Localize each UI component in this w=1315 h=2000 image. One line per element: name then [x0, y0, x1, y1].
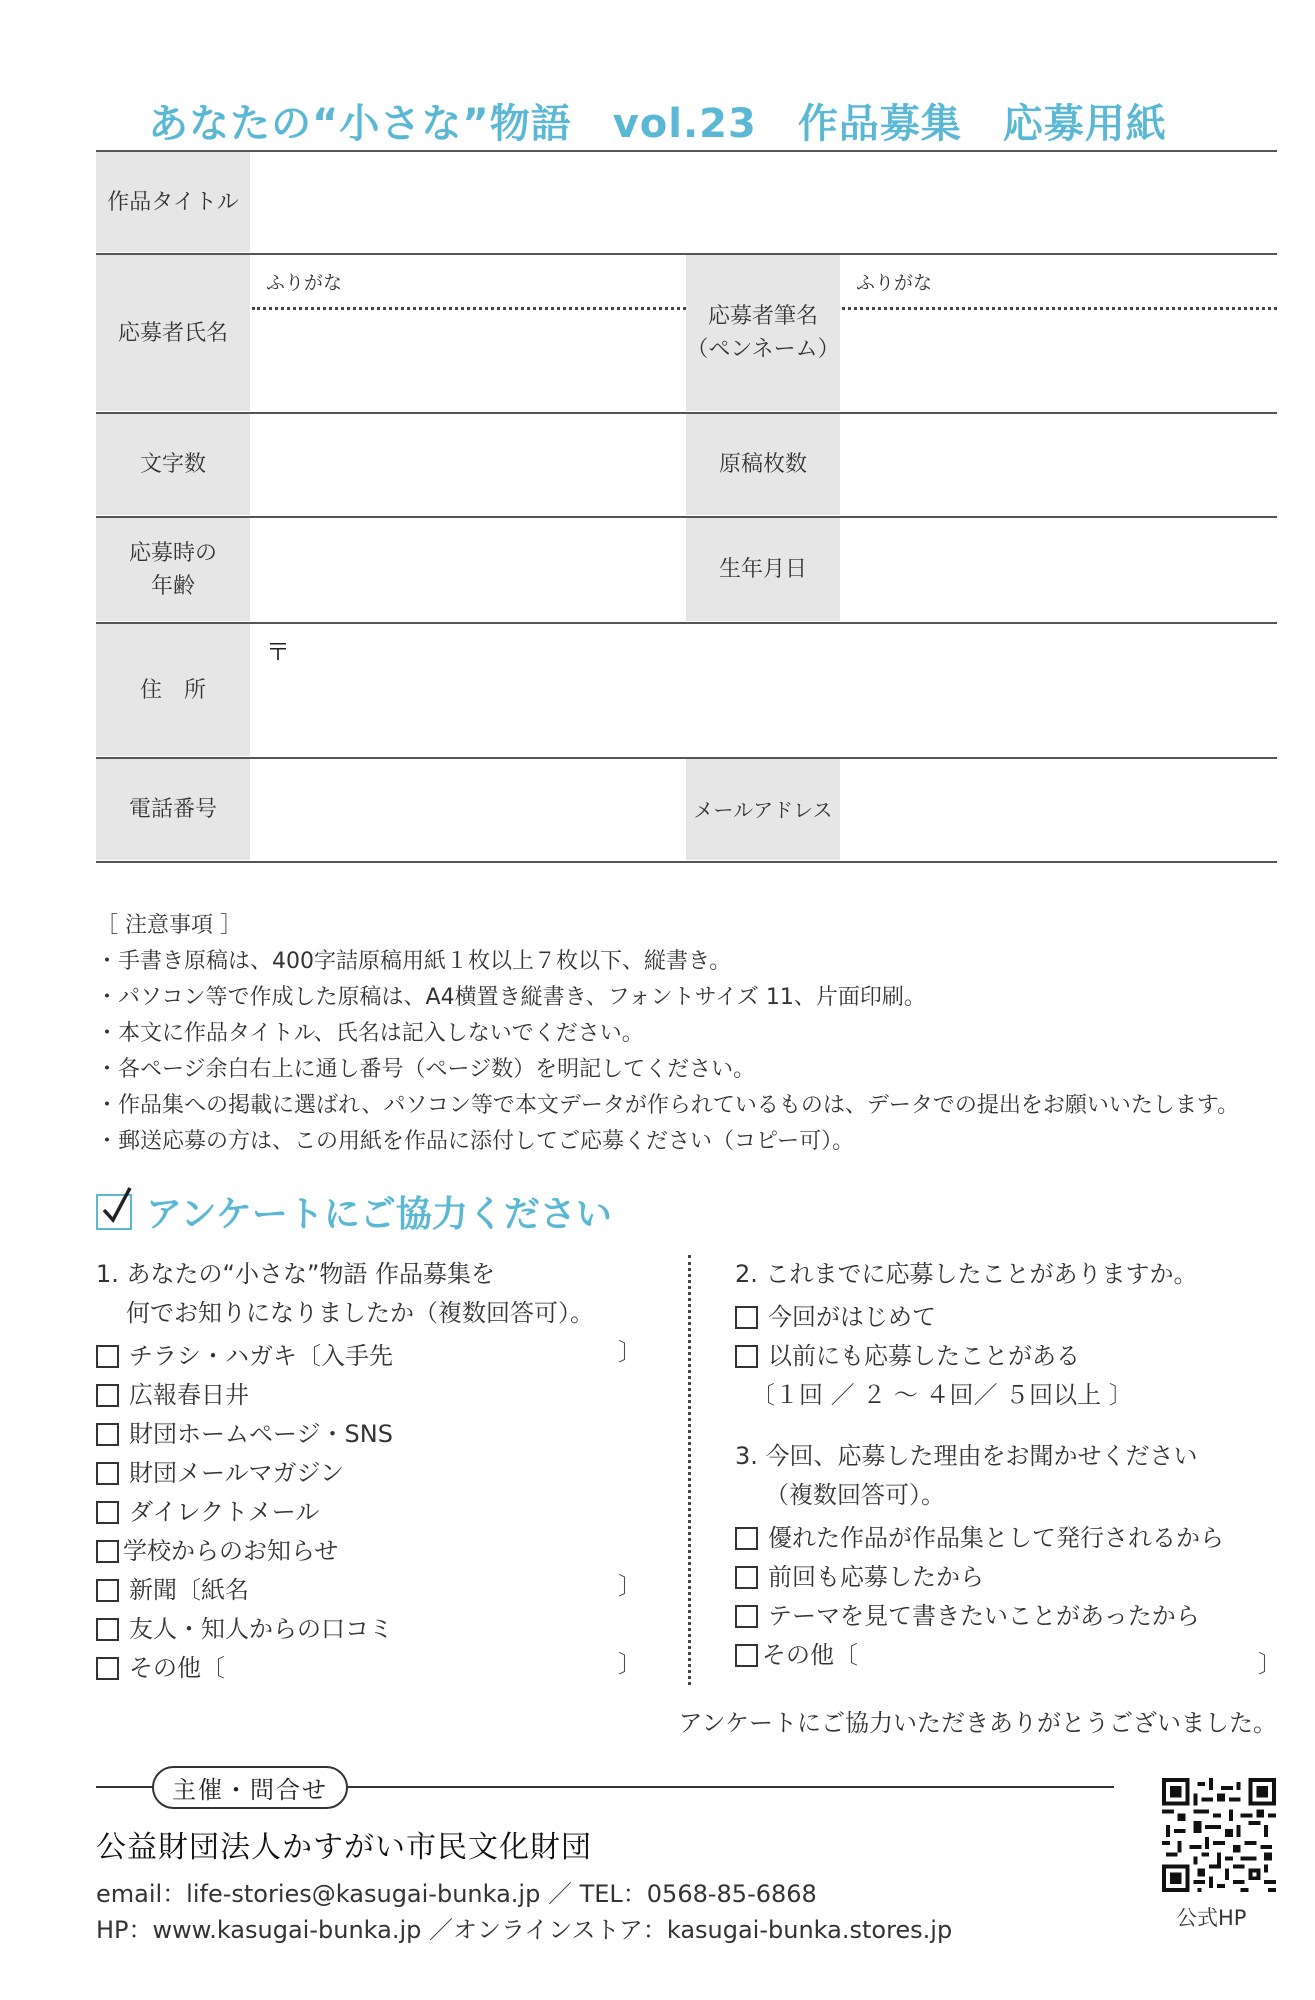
organizer-label: 主催・問合せ — [152, 1766, 348, 1809]
label-applicant-name: 応募者氏名 — [96, 255, 250, 411]
survey-heading-text: アンケートにご協力ください — [146, 1194, 612, 1235]
checkbox[interactable] — [735, 1644, 758, 1667]
contact-email-tel: email：life-stories@kasugai-bunka.jp ／ TEL：0568-85-6868 — [96, 1880, 817, 1908]
organizer-name: 公益財団法人かすがい市民文化財団 — [96, 1830, 592, 1865]
q3-text-cont: （複数回答可）。 — [765, 1481, 945, 1509]
q1-option[interactable]: 友人・知人からの口コミ — [96, 1610, 656, 1649]
email-field[interactable] — [842, 759, 1277, 860]
page-count-field[interactable] — [842, 414, 1277, 515]
bracket-close: 〕 — [1258, 1650, 1282, 1678]
pen-name-field[interactable] — [842, 270, 1277, 410]
form-divider — [96, 861, 1277, 863]
q3-option[interactable]: テーマを見て書きたいことがあったから — [735, 1597, 1275, 1636]
label-char-count: 文字数 — [96, 414, 250, 515]
q2-text: 2. これまでに応募したことがありますか。 — [735, 1260, 1198, 1288]
pen-name-sub-label: （ペンネーム） — [686, 337, 840, 362]
work-title-field[interactable] — [250, 152, 1277, 252]
checkbox[interactable] — [735, 1566, 758, 1589]
pen-name-label: 応募者筆名 — [707, 304, 818, 329]
label-page-count: 原稿枚数 — [686, 414, 840, 515]
checkbox[interactable] — [96, 1423, 119, 1446]
note-item: ・本文に作品タイトル、氏名は記入しないでください。 — [96, 1021, 644, 1046]
q3-option[interactable]: 前回も応募したから — [735, 1558, 1275, 1597]
label-age — [96, 518, 250, 621]
question-2 — [735, 1255, 1275, 1675]
notes-heading: ［ 注意事項 ］ — [96, 913, 242, 938]
note-item: ・郵送応募の方は、この用紙を作品に添付してご応募ください（コピー可）。 — [96, 1129, 855, 1154]
q1-text: 1. あなたの“小さな”物語 作品募集を — [96, 1260, 496, 1288]
q2-sub-options[interactable]: 〔１回 ／ ２ 〜 ４回／ ５回以上 〕 — [751, 1381, 1133, 1409]
bracket-close: 〕 — [618, 1572, 642, 1600]
checkbox[interactable] — [96, 1579, 119, 1602]
checkbox[interactable] — [96, 1345, 119, 1368]
label-phone: 電話番号 — [96, 759, 250, 860]
checkbox[interactable] — [96, 1462, 119, 1485]
survey-heading — [96, 1186, 612, 1237]
address-field[interactable] — [252, 624, 1277, 756]
note-item: ・作品集への掲載に選ばれ、パソコン等で本文データが作られているものは、データでの提出をお願いいたします。 — [96, 1093, 1240, 1118]
age-label-line1: 応募時の — [128, 540, 217, 566]
page-title: あなたの“小さな”物語 vol.23 作品募集 応募用紙 — [148, 101, 1167, 147]
checkbox[interactable] — [96, 1384, 119, 1407]
q3-option[interactable]: その他〔 — [735, 1636, 1275, 1675]
bracket-close: 〕 — [618, 1338, 642, 1366]
bracket-close: 〕 — [618, 1650, 642, 1678]
label-address: 住 所 — [96, 624, 250, 756]
q1-option[interactable]: ダイレクトメール — [96, 1493, 656, 1532]
qr-code-label: 公式HP — [1176, 1906, 1247, 1930]
q2-option[interactable]: 以前にも応募したことがある — [735, 1337, 1275, 1376]
q1-option[interactable]: 広報春日井 — [96, 1376, 656, 1415]
survey-divider — [688, 1255, 691, 1685]
postal-mark: 〒 — [266, 638, 290, 666]
note-item: ・手書き原稿は、400字詰原稿用紙１枚以上７枚以下、縦書き。 — [96, 949, 732, 974]
q1-option[interactable]: 学校からのお知らせ — [96, 1532, 656, 1571]
checkbox[interactable] — [735, 1527, 758, 1550]
note-item: ・パソコン等で作成した原稿は、A4横置き縦書き、フォントサイズ 11、片面印刷。 — [96, 985, 926, 1010]
q1-text-cont: 何でお知りになりましたか（複数回答可）。 — [126, 1299, 594, 1327]
phone-field[interactable] — [252, 759, 686, 860]
q1-option[interactable]: チラシ・ハガキ〔入手先 — [96, 1337, 656, 1376]
label-work-title: 作品タイトル — [96, 152, 250, 252]
checkmark-box-icon — [96, 1194, 132, 1230]
q1-option[interactable]: 財団メールマガジン — [96, 1454, 656, 1493]
char-count-field[interactable] — [252, 414, 686, 515]
label-email: メールアドレス — [686, 759, 840, 860]
question-1 — [96, 1255, 656, 1688]
label-birthdate: 生年月日 — [686, 518, 840, 621]
checkbox[interactable] — [735, 1605, 758, 1628]
age-label-line2: 年齢 — [150, 573, 195, 599]
qr-code-icon[interactable] — [1162, 1778, 1276, 1892]
q1-option[interactable]: 新聞〔紙名 — [96, 1571, 656, 1610]
thanks-message: アンケートにご協力いただきありがとうございました。 — [678, 1709, 1277, 1737]
age-field[interactable] — [252, 518, 686, 621]
q3-text: 3. 今回、応募した理由をお聞かせください — [735, 1442, 1198, 1470]
checkbox[interactable] — [96, 1618, 119, 1641]
birthdate-field[interactable] — [842, 518, 1277, 621]
applicant-name-field[interactable] — [252, 270, 686, 410]
checkbox[interactable] — [96, 1657, 119, 1680]
q1-option[interactable]: 財団ホームページ・SNS — [96, 1415, 656, 1454]
furigana-label: ふりがな — [266, 272, 343, 294]
checkbox[interactable] — [96, 1540, 119, 1563]
note-item: ・各ページ余白右上に通し番号（ページ数）を明記してください。 — [96, 1057, 756, 1082]
checkbox[interactable] — [735, 1345, 758, 1368]
q2-option[interactable]: 今回がはじめて — [735, 1298, 1275, 1337]
q3-option[interactable]: 優れた作品が作品集として発行されるから — [735, 1519, 1275, 1558]
label-pen-name — [686, 255, 840, 411]
checkbox[interactable] — [96, 1501, 119, 1524]
furigana-label: ふりがな — [856, 272, 933, 294]
contact-web: HP：www.kasugai-bunka.jp ／オンラインストア：kasugai-bunka.stores.jp — [96, 1916, 953, 1944]
notes-section — [96, 908, 1239, 1160]
checkbox[interactable] — [735, 1306, 758, 1329]
q1-option[interactable]: その他〔 — [96, 1649, 656, 1688]
